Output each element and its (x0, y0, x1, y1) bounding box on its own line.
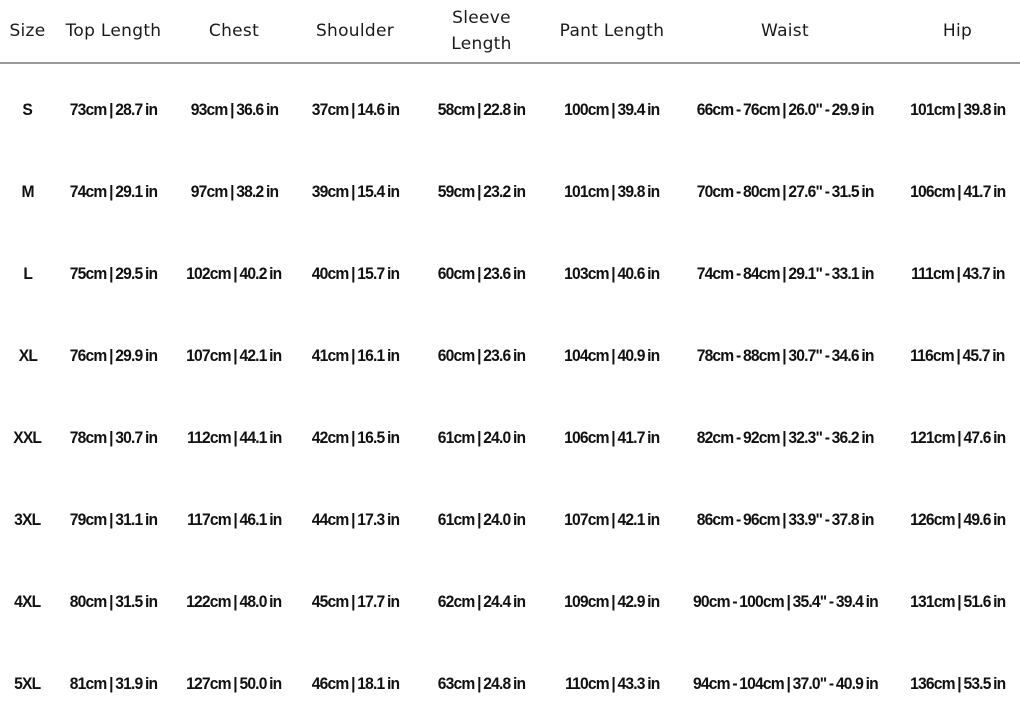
cell-text: 78cm - 88cm | 30.7" - 34.6 in (696, 345, 874, 365)
cell-text: 97cm | 38.2 in (190, 181, 278, 201)
cell-pant-length (549, 150, 675, 232)
cell-text: 111cm | 43.7 in (910, 263, 1005, 283)
cell-chest (172, 478, 296, 560)
cell-hip (895, 396, 1020, 478)
cell-text: 122cm | 48.0 in (186, 591, 282, 611)
cell-text: 101cm | 39.8 in (909, 99, 1006, 119)
cell-text: 76cm | 29.9 in (69, 345, 158, 365)
cell-chest (172, 642, 296, 724)
cell-text: M (21, 181, 34, 201)
cell-text: 101cm | 39.8 in (564, 181, 660, 201)
cell-sleeve-length (414, 63, 549, 150)
cell-shoulder (296, 396, 414, 478)
header-row (0, 0, 1020, 63)
cell-text: 109cm | 42.9 in (564, 591, 660, 611)
cell-text: 100cm | 39.4 in (564, 99, 660, 119)
cell-top-length (55, 232, 172, 314)
cell-sleeve-length (414, 150, 549, 232)
cell-text: 75cm | 29.5 in (69, 263, 158, 283)
cell-text: 63cm | 24.8 in (437, 673, 526, 693)
cell-pant-length (549, 560, 675, 642)
cell-text: 80cm | 31.5 in (69, 591, 158, 611)
table-header (0, 0, 1020, 63)
cell-chest (172, 396, 296, 478)
cell-sleeve-length (414, 314, 549, 396)
cell-shoulder (296, 232, 414, 314)
cell-size (0, 232, 55, 314)
cell-text: 58cm | 22.8 in (437, 99, 526, 119)
table-row (0, 396, 1020, 478)
cell-waist (675, 150, 895, 232)
cell-text: 66cm - 76cm | 26.0" - 29.9 in (696, 99, 874, 119)
cell-size (0, 478, 55, 560)
cell-top-length (55, 150, 172, 232)
cell-sleeve-length (414, 478, 549, 560)
cell-waist (675, 642, 895, 724)
cell-text: 93cm | 36.6 in (190, 99, 278, 119)
cell-text: 61cm | 24.0 in (437, 509, 526, 529)
cell-text: L (23, 263, 32, 283)
cell-top-length (55, 560, 172, 642)
cell-chest (172, 150, 296, 232)
header-size: Size (0, 0, 55, 63)
cell-text: 94cm - 104cm | 37.0" - 40.9 in (692, 673, 878, 693)
cell-text: 106cm | 41.7 in (909, 181, 1006, 201)
cell-top-length (55, 396, 172, 478)
cell-shoulder (296, 560, 414, 642)
cell-text: 61cm | 24.0 in (437, 427, 526, 447)
header-top-length: Top Length (55, 0, 172, 63)
cell-size (0, 642, 55, 724)
cell-top-length (55, 478, 172, 560)
cell-text: 102cm | 40.2 in (186, 263, 282, 283)
cell-shoulder (296, 63, 414, 150)
table-row (0, 150, 1020, 232)
cell-size (0, 560, 55, 642)
cell-hip (895, 314, 1020, 396)
table-row (0, 478, 1020, 560)
cell-pant-length (549, 642, 675, 724)
table-row (0, 314, 1020, 396)
header-pant-length: Pant Length (549, 0, 675, 63)
cell-text: 131cm | 51.6 in (909, 591, 1006, 611)
cell-pant-length (549, 314, 675, 396)
table-row (0, 560, 1020, 642)
cell-chest (172, 560, 296, 642)
cell-waist (675, 232, 895, 314)
cell-text: 73cm | 28.7 in (69, 99, 158, 119)
cell-pant-length (549, 232, 675, 314)
cell-hip (895, 150, 1020, 232)
cell-size (0, 63, 55, 150)
cell-chest (172, 314, 296, 396)
cell-hip (895, 63, 1020, 150)
table-body (0, 63, 1020, 724)
cell-text: 78cm | 30.7 in (69, 427, 158, 447)
cell-text: 42cm | 16.5 in (311, 427, 399, 447)
cell-text: 121cm | 47.6 in (909, 427, 1006, 447)
cell-text: 110cm | 43.3 in (564, 673, 660, 693)
cell-text: 5XL (14, 673, 41, 693)
cell-top-length (55, 314, 172, 396)
cell-text: S (22, 99, 33, 119)
cell-text: 82cm - 92cm | 32.3" - 36.2 in (696, 427, 874, 447)
cell-pant-length (549, 63, 675, 150)
cell-text: 40cm | 15.7 in (311, 263, 399, 283)
cell-text: 45cm | 17.7 in (311, 591, 399, 611)
cell-text: 59cm | 23.2 in (437, 181, 526, 201)
cell-text: 44cm | 17.3 in (311, 509, 399, 529)
cell-size (0, 150, 55, 232)
cell-text: 41cm | 16.1 in (311, 345, 399, 365)
cell-text: 37cm | 14.6 in (311, 99, 399, 119)
cell-text: 103cm | 40.6 in (564, 263, 660, 283)
cell-text: 127cm | 50.0 in (186, 673, 282, 693)
cell-text: 74cm | 29.1 in (69, 181, 158, 201)
cell-text: 62cm | 24.4 in (437, 591, 526, 611)
cell-pant-length (549, 478, 675, 560)
cell-text: 60cm | 23.6 in (437, 263, 526, 283)
cell-top-length (55, 63, 172, 150)
cell-text: 107cm | 42.1 in (186, 345, 282, 365)
cell-pant-length (549, 396, 675, 478)
cell-text: 81cm | 31.9 in (69, 673, 158, 693)
cell-hip (895, 642, 1020, 724)
cell-text: 107cm | 42.1 in (564, 509, 660, 529)
cell-text: XL (18, 345, 37, 365)
header-hip: Hip (895, 0, 1020, 63)
cell-chest (172, 63, 296, 150)
table-row (0, 232, 1020, 314)
cell-text: 136cm | 53.5 in (909, 673, 1006, 693)
cell-text: 3XL (14, 509, 41, 529)
cell-shoulder (296, 642, 414, 724)
table-row (0, 642, 1020, 724)
cell-size (0, 396, 55, 478)
cell-text: 86cm - 96cm | 33.9" - 37.8 in (696, 509, 874, 529)
cell-text: 90cm - 100cm | 35.4" - 39.4 in (692, 591, 878, 611)
header-chest: Chest (172, 0, 296, 63)
cell-text: 60cm | 23.6 in (437, 345, 526, 365)
cell-hip (895, 560, 1020, 642)
cell-text: 106cm | 41.7 in (564, 427, 660, 447)
cell-text: 74cm - 84cm | 29.1" - 33.1 in (696, 263, 874, 283)
cell-text: 4XL (14, 591, 41, 611)
cell-text: 46cm | 18.1 in (311, 673, 399, 693)
header-shoulder: Shoulder (296, 0, 414, 63)
cell-waist (675, 396, 895, 478)
cell-text: 70cm - 80cm | 27.6" - 31.5 in (696, 181, 874, 201)
cell-text: 112cm | 44.1 in (186, 427, 282, 447)
cell-text: XXL (13, 427, 42, 447)
cell-shoulder (296, 314, 414, 396)
cell-text: 126cm | 49.6 in (909, 509, 1006, 529)
cell-hip (895, 478, 1020, 560)
cell-shoulder (296, 478, 414, 560)
cell-waist (675, 63, 895, 150)
header-waist: Waist (675, 0, 895, 63)
cell-text: 104cm | 40.9 in (564, 345, 660, 365)
cell-waist (675, 478, 895, 560)
cell-top-length (55, 642, 172, 724)
cell-sleeve-length (414, 232, 549, 314)
cell-waist (675, 560, 895, 642)
cell-text: 79cm | 31.1 in (69, 509, 158, 529)
cell-size (0, 314, 55, 396)
cell-text: 117cm | 46.1 in (186, 509, 282, 529)
table-row (0, 63, 1020, 150)
cell-text: 116cm | 45.7 in (910, 345, 1005, 365)
cell-shoulder (296, 150, 414, 232)
cell-hip (895, 232, 1020, 314)
cell-text: 39cm | 15.4 in (311, 181, 399, 201)
header-sleeve-length: Sleeve Length (414, 0, 549, 63)
cell-sleeve-length (414, 560, 549, 642)
cell-sleeve-length (414, 396, 549, 478)
cell-chest (172, 232, 296, 314)
cell-sleeve-length (414, 642, 549, 724)
cell-waist (675, 314, 895, 396)
